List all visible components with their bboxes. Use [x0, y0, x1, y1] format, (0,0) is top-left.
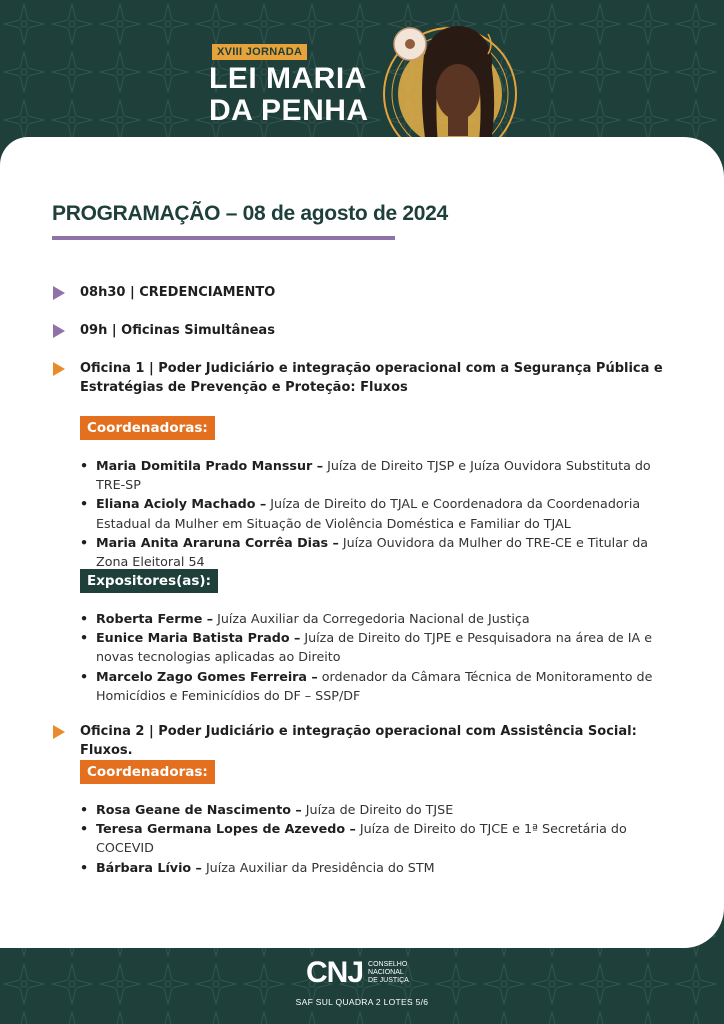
- person-name: Maria Anita Araruna Corrêa Dias –: [96, 534, 339, 550]
- person-role: Juíza de Direito do TJCE e 1ª Secretária do COCEVID: [96, 821, 627, 856]
- page-title: PROGRAMAÇÃO – 08 de agosto de 2024: [52, 202, 448, 225]
- event-title-line-2: DA PENHA: [209, 94, 369, 127]
- person-role: Juíza de Direito do TJSE: [301, 802, 454, 817]
- purple-triangle-icon: [53, 286, 65, 300]
- schedule-item-oficinas: 09h | Oficinas Simultâneas: [80, 323, 275, 338]
- person-role: Juíza Auxiliar da Presidência do STM: [201, 859, 435, 875]
- orange-triangle-icon: [53, 362, 65, 376]
- oficina-1-title: Oficina 1 | Poder Judiciário e integração operacional com a Segurança Pública e Estratégias de Prevenção e Proteção: Fluxos: [80, 361, 663, 395]
- title-underline: [52, 236, 395, 240]
- orange-triangle-icon: [53, 725, 65, 739]
- person-name: Eliana Acioly Machado –: [96, 496, 267, 512]
- oficina-2-title: Oficina 2 | Poder Judiciário e integração operacional com Assistência Social: Fluxos.: [80, 724, 637, 758]
- list-item: [80, 628, 670, 666]
- schedule-item-credenciamento: 08h30 | CREDENCIAMENTO: [80, 285, 276, 300]
- list-item: [80, 494, 670, 532]
- coordenadoras-label: Coordenadoras:: [80, 416, 215, 440]
- person-role: Juíza Ouvidora da Mulher do TRE-CE e Titular da Zona Eleitoral 54: [96, 534, 649, 570]
- oficina-1-expositores-list: [80, 609, 670, 705]
- person-name: Bárbara Lívio –: [96, 859, 202, 875]
- list-item: [80, 533, 670, 571]
- person-name: Rosa Geane de Nascimento –: [96, 802, 302, 817]
- person-role: Juíza de Direito TJSP e Juíza Ouvidora Substituta do TRE-SP: [96, 458, 651, 493]
- person-name: Marcelo Zago Gomes Ferreira –: [96, 668, 318, 684]
- list-item: [80, 819, 670, 857]
- purple-triangle-icon: [53, 324, 65, 338]
- logo-text-line-3: DE JUSTIÇA: [368, 977, 409, 984]
- footer-address: SAF SUL QUADRA 2 LOTES 5/6: [295, 997, 429, 1007]
- person-name: Teresa Germana Lopes de Azevedo –: [96, 821, 356, 837]
- list-item: [80, 609, 670, 628]
- oficina-2-coordenadoras-list: [80, 800, 670, 877]
- oficina-1-coordenadoras-list: [80, 456, 670, 571]
- expositores-label: Expositores(as):: [80, 569, 218, 593]
- person-name: Eunice Maria Batista Prado –: [96, 630, 301, 646]
- edition-badge: XVIII JORNADA: [212, 44, 307, 60]
- person-role: Juíza de Direito do TJPE e Pesquisadora na área de IA e novas tecnologias aplicadas ao Direito: [96, 630, 653, 665]
- cnj-logo: [306, 958, 428, 988]
- person-name: Roberta Ferme –: [96, 611, 214, 626]
- person-role: Juíza de Direito do TJAL e Coordenadora da Coordenadoria Estadual da Mulher em Situação de Violência Doméstica e Familiar do TJAL: [96, 496, 641, 531]
- event-title-line-1: LEI MARIA: [209, 62, 367, 95]
- logo-text-line-1: CONSELHO: [368, 961, 408, 968]
- person-name: Maria Domitila Prado Manssur –: [96, 458, 324, 473]
- person-role: Juíza Auxiliar da Corregedoria Nacional de Justiça: [213, 611, 530, 626]
- list-item: [80, 800, 670, 819]
- list-item: [80, 456, 670, 494]
- cnj-logo-text: [368, 961, 428, 985]
- list-item: [80, 858, 670, 877]
- cnj-logo-mark: CNJ: [306, 956, 364, 989]
- list-item: [80, 667, 670, 705]
- person-role: ordenador da Câmara Técnica de Monitoramento de Homicídios e Feminicídios do DF – SSP/DF: [96, 668, 653, 703]
- coordenadoras-label: Coordenadoras:: [80, 760, 215, 784]
- logo-text-line-2: NACIONAL: [368, 969, 404, 976]
